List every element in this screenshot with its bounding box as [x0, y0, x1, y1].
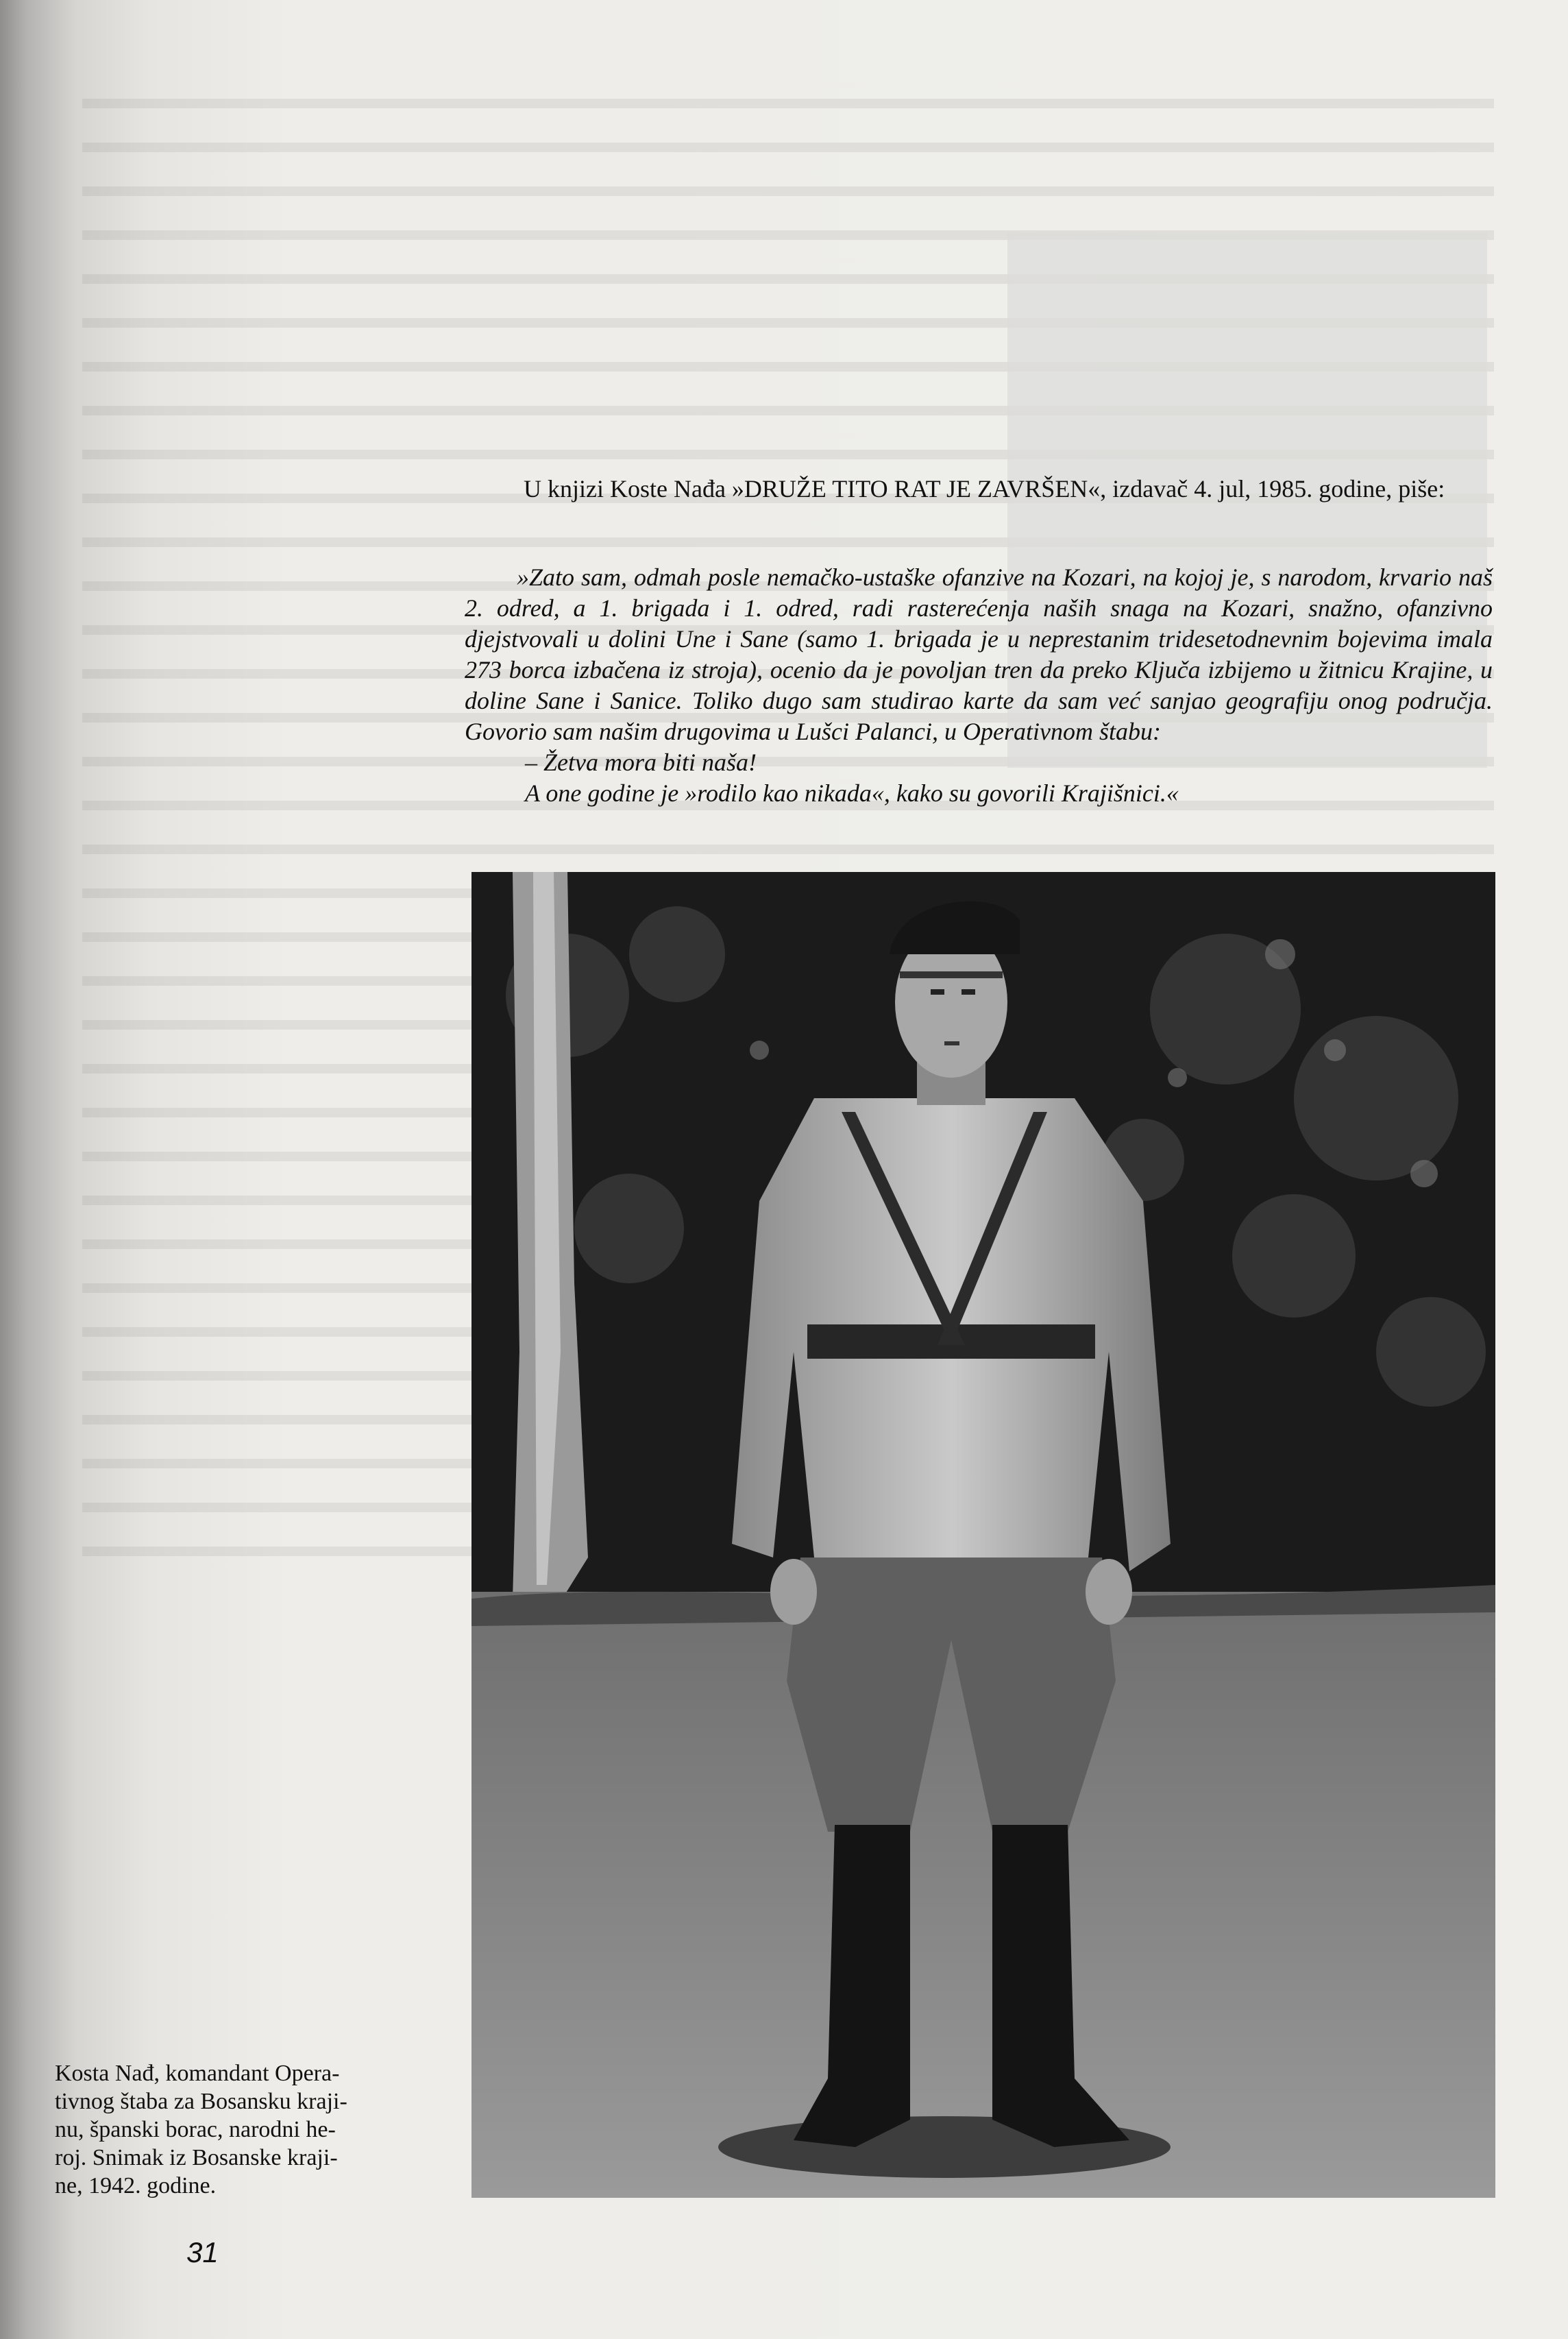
quote-paragraph-3: A one godine je »rodilo kao nikada«, kako su govorili Krajišnici.«: [525, 779, 1179, 807]
quote-paragraph-1: »Zato sam, odmah posle nemačko-ustaške ofanzive na Kozari, na kojoj je, s narodom, krvario naš 2. odred, a 1. brigada i 1. odred, radi rasterećenja naših snaga na Kozari, snažno, ofanzivno djejstvovali u dolini Une i Sane (samo 1. brigada je u neprestanim tridesetodnevnim bojevima imala 273 borca izbačena iz stroja), ocenio da je povoljan tren da preko Ključa izbijemo u žitnicu Krajine, u doline Sane i Sanice. Toliko dugo sam studirao karte da sam već sanjao geografiju onog područja. Govorio sam našim drugovima u Lušci Palanci, u Operativnom štabu:: [465, 563, 1493, 745]
photo-caption: [55, 2059, 445, 2200]
quote-block: [465, 562, 1493, 809]
portrait-photo: [471, 872, 1495, 2198]
quote-paragraph-2: – Žetva mora biti naša!: [525, 749, 757, 776]
page-number: 31: [186, 2236, 219, 2268]
caption-line: ne, 1942. godine.: [55, 2173, 217, 2198]
caption-line: Kosta Nađ, komandant Opera-: [55, 2061, 340, 2086]
intro-paragraph: U knjizi Koste Nađa »DRUŽE TITO RAT JE ZAVRŠEN«, izdavač 4. jul, 1985. godine, piše:: [524, 475, 1445, 502]
caption-line: nu, španski borac, narodni he-: [55, 2117, 336, 2142]
portrait-photo-illustration: [471, 872, 1495, 2198]
caption-line: roj. Snimak iz Bosanske kraji-: [55, 2145, 338, 2170]
caption-line: tivnog štaba za Bosansku kraji-: [55, 2089, 347, 2114]
